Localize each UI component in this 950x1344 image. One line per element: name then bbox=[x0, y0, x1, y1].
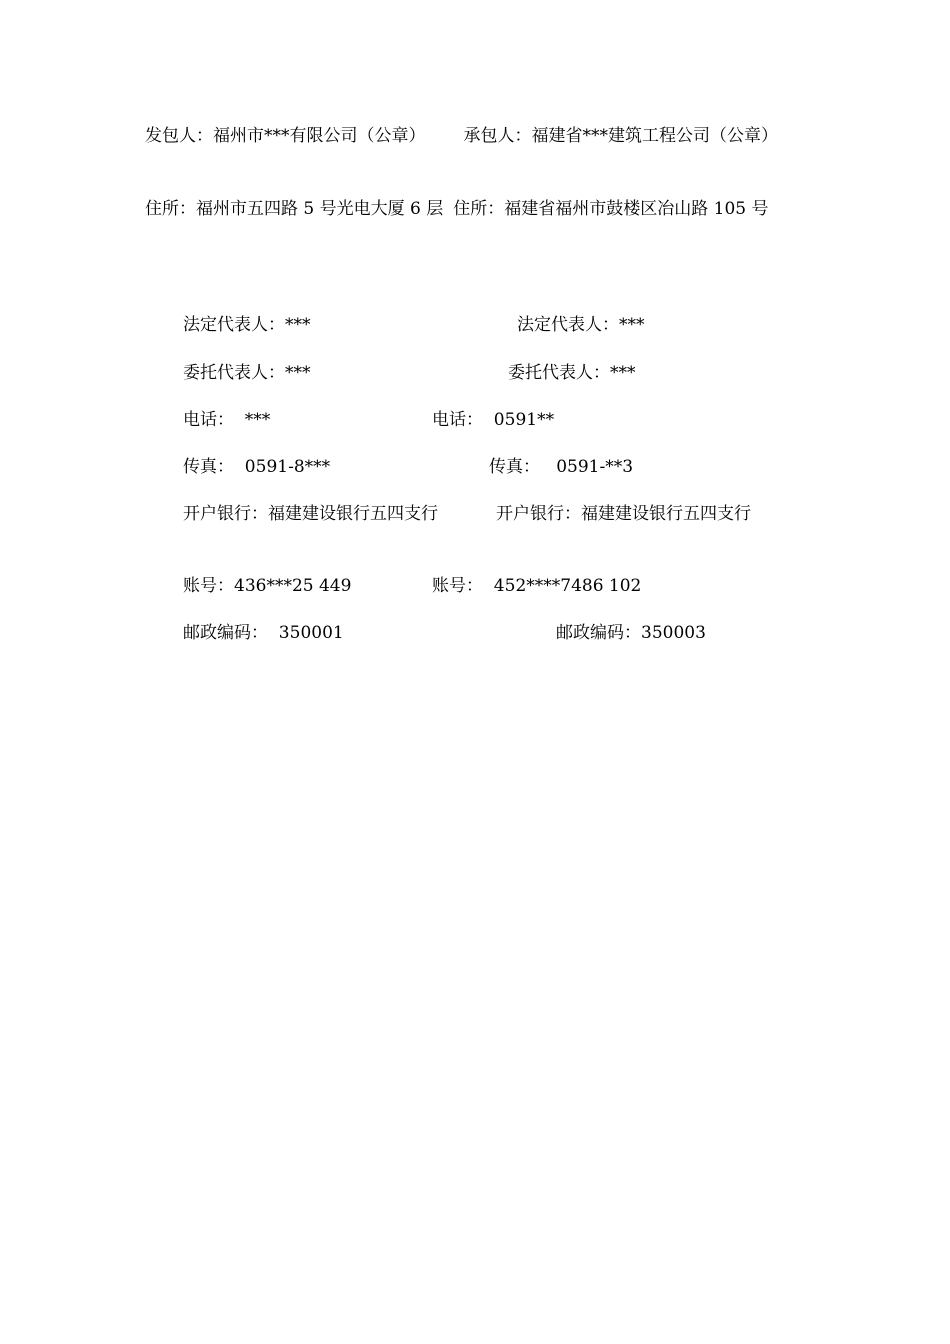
contractor-entrusted-rep: 委托代表人：*** bbox=[508, 363, 636, 383]
employer-bank: 开户银行：福建建设银行五四支行 bbox=[183, 504, 438, 524]
employer-legal-rep: 法定代表人：*** bbox=[183, 315, 311, 335]
employer-fax: 传真： 0591-8*** bbox=[183, 457, 331, 477]
contractor-legal-rep: 法定代表人：*** bbox=[517, 315, 645, 335]
address-paragraph bbox=[145, 184, 810, 234]
employer-phone: 电话： *** bbox=[183, 410, 271, 430]
contractor-phone: 电话： 0591** bbox=[432, 410, 555, 430]
employer-name: 发包人：福州市***有限公司（公章） bbox=[145, 126, 426, 146]
employer-postcode: 邮政编码： 350001 bbox=[183, 623, 344, 643]
contractor-bank: 开户银行：福建建设银行五四支行 bbox=[496, 504, 751, 524]
employer-account: 账号：436***25 449 bbox=[183, 576, 352, 596]
contractor-account: 账号： 452****7486 102 bbox=[432, 576, 642, 596]
bank-paragraph bbox=[145, 503, 810, 525]
contractor-fax: 传真： 0591-**3 bbox=[489, 457, 634, 477]
contractor-name: 承包人：福建省***建筑工程公司（公章） bbox=[463, 126, 778, 146]
employer-address: 住所：福州市五四路 5 号光电大厦 6 层 bbox=[145, 199, 444, 219]
contractor-address: 住所：福建省福州市鼓楼区冶山路 105 号 bbox=[453, 199, 769, 219]
contractor-postcode: 邮政编码：350003 bbox=[556, 623, 706, 643]
employer-entrusted-rep: 委托代表人：*** bbox=[183, 363, 311, 383]
parties-paragraph bbox=[145, 125, 810, 147]
